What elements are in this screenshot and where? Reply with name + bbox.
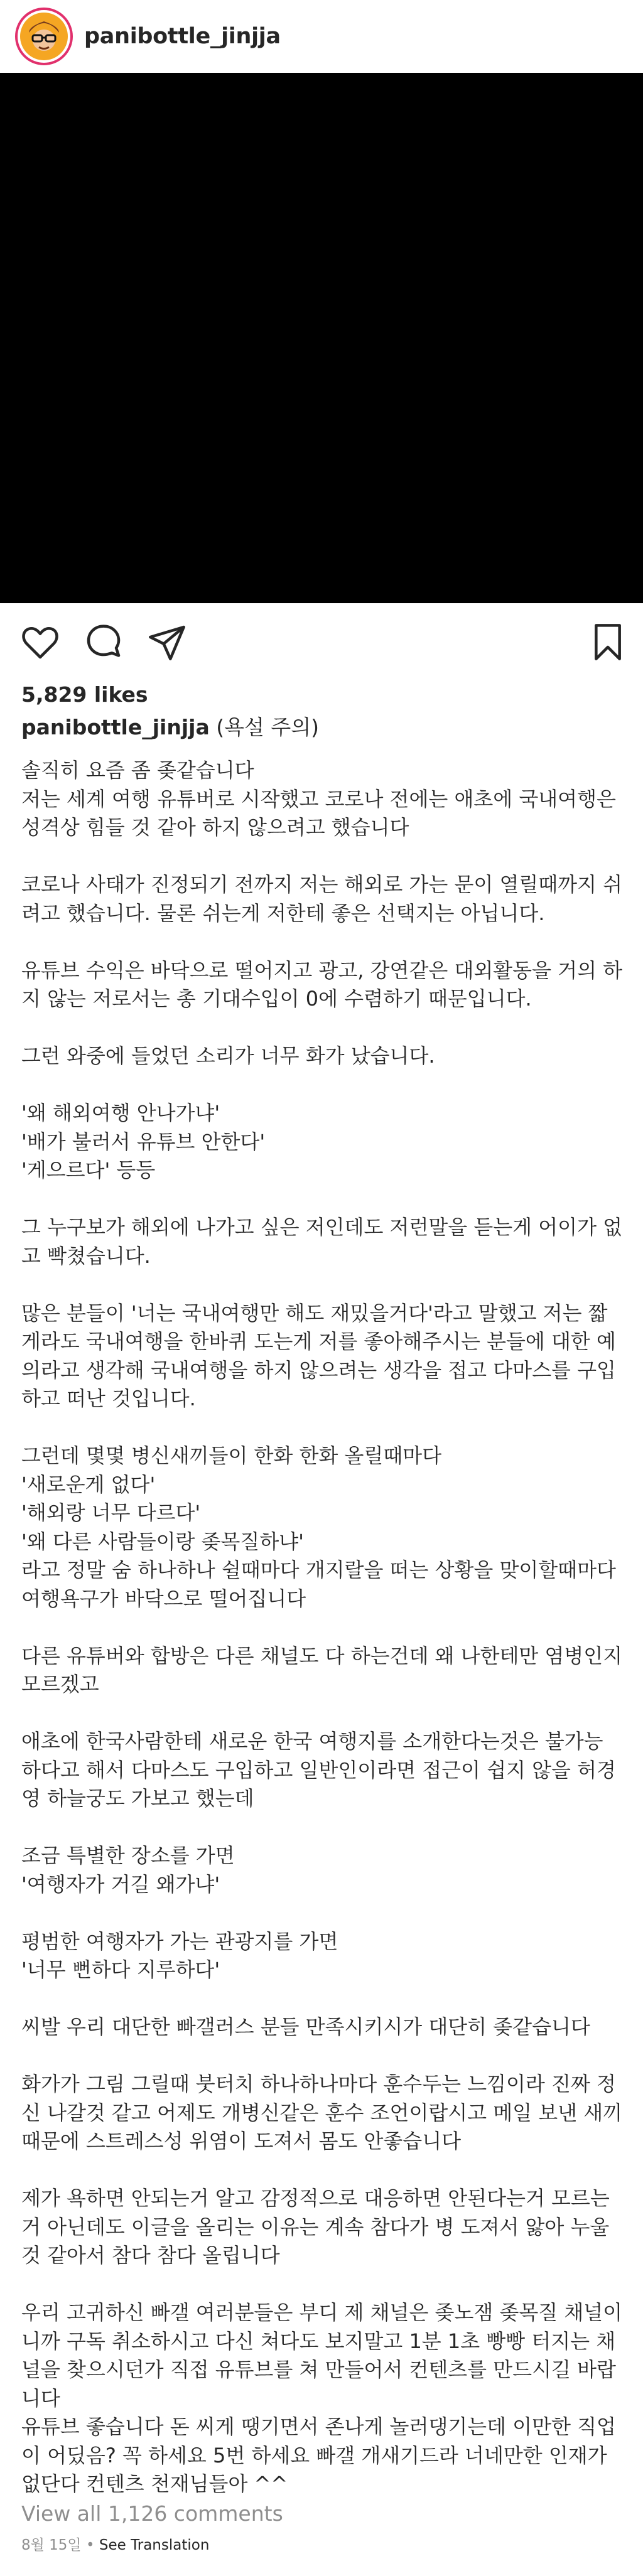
see-translation-link[interactable]: See Translation (99, 2536, 210, 2553)
caption-line: '배가 불러서 유튜브 안한다' (21, 1129, 266, 1154)
caption-username[interactable]: panibottle_jinjja (21, 715, 210, 739)
caption-line: 니까 구독 취소하시고 다신 쳐다도 보지말고 1분 1초 빵빵 터지는 채 (21, 2329, 616, 2353)
caption-line: 영 하늘궁도 가보고 했는데 (21, 1786, 254, 1810)
caption-line: 다른 유튜버와 합방은 다른 채널도 다 하는건데 왜 나한테만 염병인지 (21, 1643, 623, 1668)
post-media[interactable] (0, 73, 643, 603)
caption-line: 여행욕구가 바닥으로 떨어집니다 (21, 1586, 306, 1611)
caption-line: 신 나갈것 같고 어제도 개병신같은 훈수 조언이랍시고 메일 보낸 새끼 (21, 2100, 623, 2125)
post-header (0, 0, 643, 73)
caption-line: 유튜브 좋습니다 돈 씨게 땡기면서 존나게 놀러댕기는데 이만한 직업 (21, 2415, 616, 2439)
post-content (0, 681, 643, 2557)
caption-line: 고 빡쳤습니다. (21, 1243, 151, 1268)
post-date: 8월 15일 (21, 2536, 82, 2553)
caption-paragraph (21, 1299, 622, 1414)
caption-line: 모르겠고 (21, 1672, 99, 1696)
caption-line: 그 누구보가 해외에 나가고 싶은 저인데도 저런말을 듣는게 어이가 없 (21, 1215, 623, 1239)
caption-line: 하고 떠난 것입니다. (21, 1387, 196, 1410)
caption-line: 조금 특별한 장소를 가면 (21, 1843, 235, 1867)
caption-line: 널을 찾으시던가 직접 유튜브를 쳐 만들어서 컨텐츠를 만드시길 바랍 (21, 2358, 616, 2381)
caption-paragraph (21, 871, 622, 928)
post-username[interactable]: panibottle_jinjja (84, 24, 281, 49)
view-comments-link[interactable]: View all 1,126 comments (21, 2501, 283, 2526)
caption-paragraph (21, 1727, 622, 1813)
caption-line: 그런데 몇몇 병신새끼들이 한화 한화 올릴때마다 (21, 1444, 442, 1468)
caption-line: 려고 했습니다. 물론 쉬는게 저한테 좋은 선택지는 아닙니다. (21, 901, 545, 925)
post-meta (21, 2534, 622, 2557)
avatar[interactable] (15, 8, 73, 65)
caption-line: 우리 고귀하신 빠갤 여러분들은 부디 제 채널은 좆노잼 좆목질 채널이 (21, 2300, 623, 2324)
caption-line: 니다 (21, 2386, 60, 2410)
caption-line: '게으르다' 등등 (21, 1158, 156, 1182)
caption-line: 화가가 그림 그릴때 붓터치 하나하나마다 훈수두는 느낌이라 진짜 정 (21, 2072, 616, 2096)
caption-paragraph (21, 2013, 622, 2042)
caption-line: 평범한 여행자가 가는 관광지를 가면 (21, 1929, 338, 1953)
like-count[interactable]: 5,829 likes (21, 682, 148, 707)
caption-title: (욕설 주의) (209, 715, 319, 739)
caption-line: 게라도 국내여행을 한바퀴 도는게 저를 좋아해주시는 분들에 대한 예 (21, 1329, 616, 1353)
caption-line: 솔직히 요즘 좀 좆같습니다 (21, 758, 254, 782)
caption-line: 그런 와중에 들었던 소리가 너무 화가 났습니다. (21, 1044, 435, 1068)
caption-paragraph (21, 1442, 622, 1613)
caption-line: 거 아닌데도 이글을 올리는 이유는 계속 참다가 병 도져서 앓아 누울 (21, 2214, 610, 2239)
caption-line: 것 같아서 참다 참다 올립니다 (21, 2243, 280, 2267)
heart-icon[interactable] (20, 622, 60, 662)
caption-line: 애초에 한국사람한테 새로운 한국 여행지를 소개한다는것은 불가능 (21, 1729, 603, 1753)
caption-line: '해외랑 너무 다르다' (21, 1501, 201, 1525)
caption-line: '너무 뻔하다 지루하다' (21, 1958, 220, 1982)
caption-paragraph (21, 2070, 622, 2156)
caption-line: 유튜브 수익은 바닥으로 떨어지고 광고, 강연같은 대외활동을 거의 하 (21, 958, 623, 982)
caption-paragraph (21, 1642, 622, 1699)
comment-icon[interactable] (84, 622, 124, 662)
caption-line: 지 않는 저로서는 총 기대수입이 0에 수렴하기 때문입니다. (21, 987, 532, 1011)
caption-paragraph (21, 2184, 622, 2270)
caption-paragraph (21, 1928, 622, 1985)
caption-line: '새로운게 없다' (21, 1472, 156, 1496)
caption-line: 때문에 스트레스성 위염이 도져서 몸도 안좋습니다 (21, 2129, 462, 2153)
caption-paragraph (21, 1213, 622, 1270)
caption-paragraph (21, 1842, 622, 1899)
caption-line: 이 어딨음? 꼭 하세요 5번 하세요 빠갤 개새기드라 너네만한 인재가 (21, 2443, 607, 2467)
caption-line: '여행자가 거길 왜가냐' (21, 1872, 220, 1896)
caption-line: 의라고 생각해 국내여행을 하지 않으려는 생각을 접고 다마스를 구입 (21, 1358, 616, 1382)
caption-line: 하다고 해서 다마스도 구입하고 일반인이라면 접근이 쉽지 않을 허경 (21, 1758, 616, 1782)
bookmark-icon[interactable] (588, 622, 628, 662)
caption-paragraph (21, 957, 622, 1014)
caption-line: '왜 다른 사람들이랑 좆목질하냐' (21, 1529, 304, 1554)
caption-paragraph (21, 1099, 622, 1185)
caption-line: 라고 정말 숨 하나하나 쉴때마다 개지랄을 떠는 상황을 맞이할때마다 (21, 1558, 616, 1582)
meta-separator: • (81, 2536, 99, 2553)
caption-line: '왜 해외여행 안나가냐' (21, 1101, 220, 1125)
caption-line: 씨발 우리 대단한 빠갤러스 분들 만족시키시가 대단히 좆같습니다 (21, 2015, 590, 2039)
caption-line: 코로나 사태가 진정되기 전까지 저는 해외로 가는 문이 열릴때까지 쉬 (21, 872, 623, 896)
caption-paragraph (21, 1042, 622, 1071)
caption-line: 성격상 힘들 것 같아 하지 않으려고 했습니다 (21, 815, 409, 839)
share-icon[interactable] (147, 622, 187, 662)
caption-line: 저는 세계 여행 유튜버로 시작했고 코로나 전에는 애초에 국내여행은 (21, 786, 616, 811)
caption-paragraph (21, 756, 622, 842)
caption-body (21, 756, 622, 2499)
action-bar (0, 603, 643, 679)
caption-paragraph (21, 2299, 622, 2499)
caption-line: 없단다 컨텐츠 천재님들아 ^^ (21, 2472, 288, 2496)
caption-line: 제가 욕하면 안되는거 알고 감정적으로 대응하면 안된다는거 모르는 (21, 2186, 610, 2210)
caption-header (21, 712, 622, 743)
caption-line: 많은 분들이 '너는 국내여행만 해도 재밌을거다'라고 말했고 저는 짧 (21, 1301, 608, 1325)
